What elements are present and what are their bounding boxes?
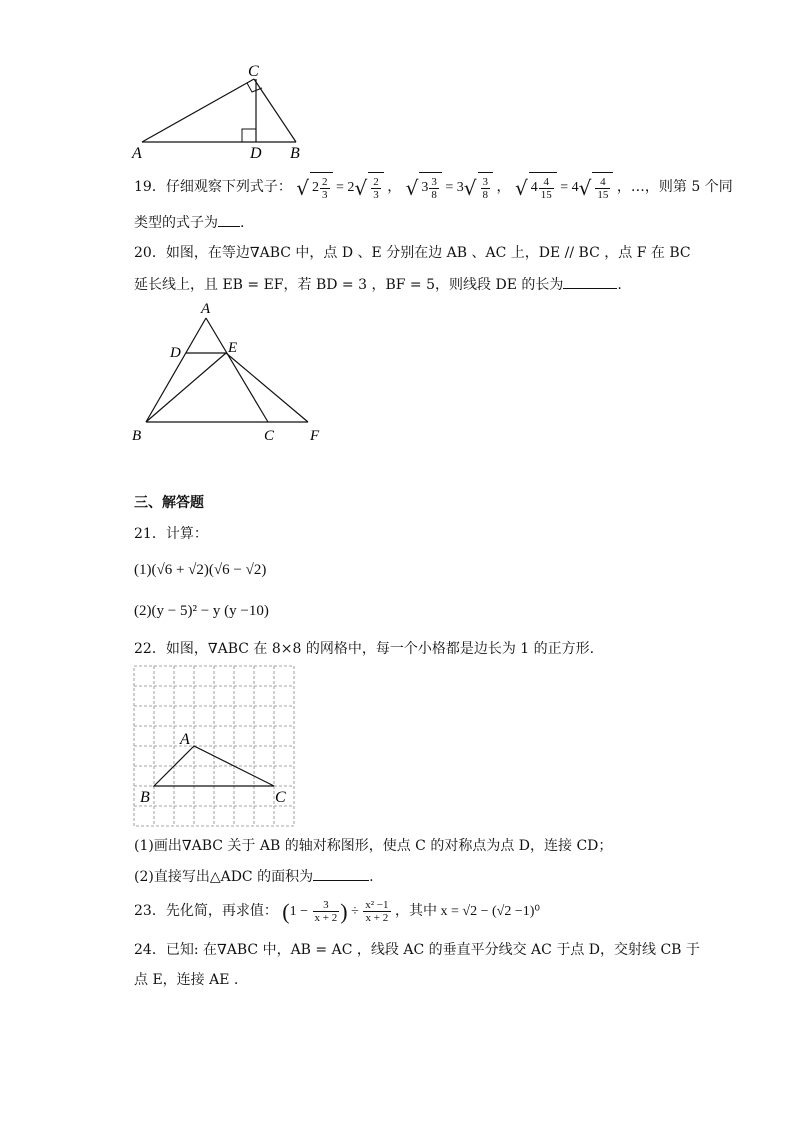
q22-title: 22．如图，∇ABC 在 8×8 的网格中，每一个小格都是边长为 1 的正方形. — [134, 641, 595, 657]
label-B: B — [290, 145, 300, 162]
label-D: D — [250, 145, 262, 162]
q20-line2: 延长线上，且 EB = EF，若 BD = 3 ，BF = 5，则线段 DE 的长为 . — [134, 274, 622, 295]
q19-tail: ，…，则第 5 个同 — [616, 179, 733, 195]
q19-line2: 类型的式子为 . — [134, 212, 244, 233]
grid-lines — [134, 666, 294, 826]
label-C: C — [275, 789, 286, 806]
q19-eq1: √ 2 $\frac{2}{3}$ = 2√ $\frac{2}{3}$ — [296, 180, 387, 195]
label-B: B — [132, 428, 142, 444]
label-A: A — [201, 301, 211, 317]
segment-AB — [146, 318, 206, 422]
label-A: A — [180, 731, 190, 748]
q23-expression: (1 − $\frac{3}{x + 2}$ ) ÷ $\frac{\text{x² −1}}{x + 2}$ — [282, 898, 389, 925]
figure-grid-8x8 — [130, 662, 300, 830]
q19-eq2: √ 3 $\frac{3}{8}$ = 3√ $\frac{3}{8}$ — [406, 180, 497, 195]
label-B: B — [140, 789, 150, 806]
q22-answer-blank[interactable] — [313, 866, 369, 881]
q19-answer-blank[interactable] — [218, 212, 240, 227]
q24-line1: 24．已知: 在∇ABC 中，AB = AC ，线段 AC 的垂直平分线交 AC 于点 D，交射线 CB 于 — [134, 942, 700, 958]
label-A: A — [132, 145, 142, 162]
q22-part1: (1)画出∇ABC 关于 AB 的轴对称图形，使点 C 的对称点为点 D，连接 CD； — [134, 838, 613, 854]
q20-line1: 20．如图，在等边∇ABC 中，点 D 、E 分别在边 AB 、AC 上，DE // BC ，点 F 在 BC — [134, 245, 691, 261]
label-E: E — [228, 340, 238, 356]
figure-right-triangle — [128, 60, 308, 164]
q19-eq3: √ 4 $\frac{4}{15}$ = 4√ $\frac{4}{15}$ — [515, 180, 617, 195]
q21-part2: (2)(y − 5)² − y (y −10) — [134, 603, 269, 619]
q23-line — [134, 894, 540, 928]
q21-title: 21．计算： — [134, 526, 208, 542]
q24-line2: 点 E，连接 AE . — [134, 972, 239, 988]
segment-EF — [226, 353, 308, 422]
q19-line1: 19．仔细观察下列式子： √ 2 $\frac{2}{3}$ = 2√ $\frac{2}{3}$ ， √ 3 $\frac{3}{8}$ = 3√ $\frac{3}{8}$ ， √ 4 $\frac{4}{15}$ = 4√ $\frac{4}{15}$ ，…，则第 5 个同 — [134, 172, 733, 202]
label-C: C — [248, 63, 259, 80]
segment-EB — [146, 353, 226, 422]
right-angle-mark-D — [242, 129, 256, 142]
label-C: C — [264, 428, 275, 444]
segment-AC — [142, 79, 254, 142]
q20-answer-blank[interactable] — [563, 274, 617, 289]
label-D: D — [170, 345, 181, 361]
q22-part2: (2)直接写出△ADC 的面积为 . — [134, 866, 374, 887]
label-F: F — [310, 428, 320, 444]
q21-part1: (1)(√6 + √2)(√6 − √2) — [134, 562, 267, 578]
section-heading: 三、解答题 — [134, 495, 204, 511]
figure-equilateral-triangle — [128, 298, 328, 446]
q19-number: 19．仔细观察下列式子： — [134, 179, 292, 195]
q23-condition: ，其中 x = √2 − (√2 −1)⁰ — [395, 904, 541, 919]
segment-AC — [206, 318, 268, 422]
q23-prefix: 23．先化简，再求值： — [134, 903, 278, 919]
